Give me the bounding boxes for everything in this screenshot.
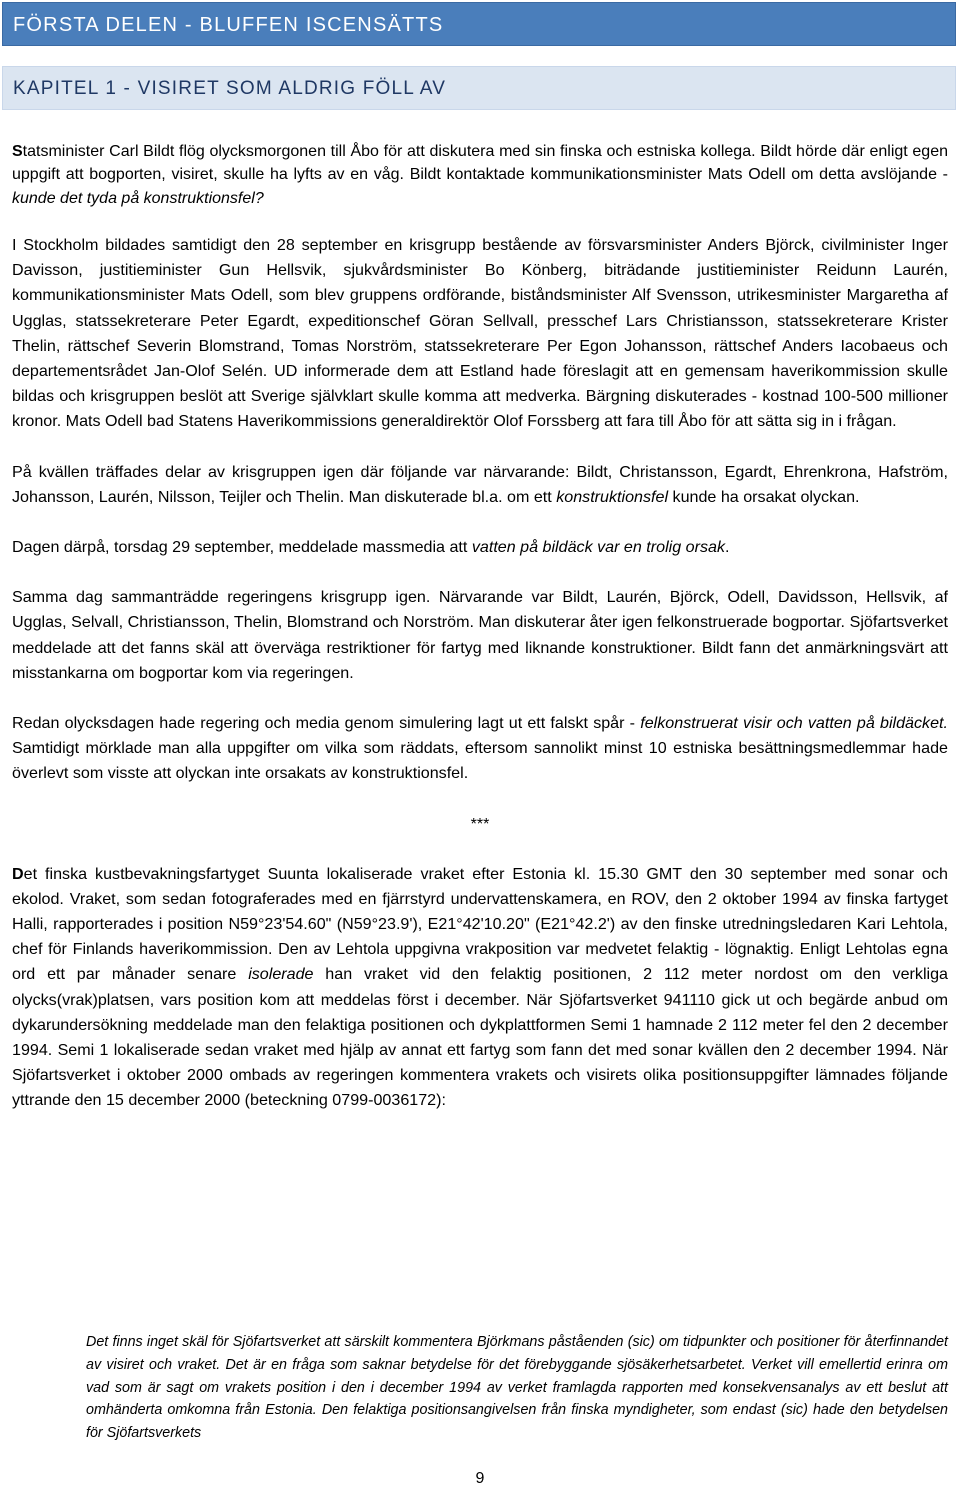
paragraph-4-emphasis: vatten på bildäck var en trolig orsak [471,537,726,556]
paragraph-1-text: tatsminister Carl Bildt flög olycksmorgonen till Åbo för att diskutera med sin finska och estniska kollega. Bildt hörde där enligt egen uppgift att bogporten, visiret, skulle ha lyfts av en våg. Bildt kontaktade kommunikationsminister Mats Odell om detta avslöjande - [12,143,948,184]
paragraph-4-text: Dagen därpå, torsdag 29 september, meddelade massmedia att [12,537,472,556]
dropcap-2: D [12,864,24,883]
paragraph-3-text: På kvällen träffades delar av krisgruppen igen där följande var närvarande: Bildt, Christansson, Egardt, Ehrenkrona, Hafström, Johansson, Laurén, Nilsson, Teijler och Thelin. Man diskuterade bl.a. om ett [12,462,948,506]
dropcap: S [12,143,23,160]
paragraph-4 [12,535,948,560]
page-number: 9 [475,1470,485,1487]
paragraph-7 [12,862,948,1114]
paragraph-7-emphasis: isolerade [248,965,314,984]
paragraph-2: I Stockholm bildades samtidigt den 28 september en krisgrupp bestående av försvarsminister Anders Björck, civilminister Inger Davisson, justitieminister Gun Hellsvik, sjukvårdsminister Bo Könberg, biträdande justitieminister Reidunn Laurén, kommunikationsminister Mats Odell, som blev gruppens ordförande, biståndsminister Alf Svensson, utrikesminister Margaretha af Ugglas, statssekreterare Peter Egardt, expeditionschef Göran Sellvall, presschef Lars Christiansson, statssekreterare Krister Thelin, rättschef Severin Blomstrand, Tomas Norström, statssekreterare Per Egon Johansson, rättschef Anders Iacobaeus och departementsrådet Jan-Olof Selén. UD informerade dem att Estland hade föreslagit att en gemensam haverikommission skulle bildas och krisgruppen beslöt att Sverige självklart skulle komma att medverka. Bärgning diskuterades - kostnad 100-500 millioner kronor. Mats Odell bad Statens Haverikommissions generaldirektör Olof Forssberg att fara till Åbo för att sätta sig in i frågan. [12,235,948,431]
body-text [12,140,948,1114]
paragraph-3-after: kunde ha orsakat olyckan. [668,487,860,506]
part-title: FÖRSTA DELEN - BLUFFEN ISCENSÄTTS [2,2,956,46]
paragraph-5: Samma dag sammanträdde regeringens krisgrupp igen. Närvarande var Bildt, Laurén, Björck, Odell, Davidsson, Hellsvik, af Ugglas, Selvall, Christiansson, Thelin, Blomstrand och Norström. Man diskuterar åter igen felkonstruerade bogportar. Sjöfartsverket meddelade att det fanns skäl att överväga restriktioner för fartyg med liknande konstruktioner. Bildt fann det anmärkningsvärt att misstankarna om bogportar kom via regeringen. [12,588,948,682]
section-separator: *** [470,815,490,833]
paragraph-3 [12,460,948,510]
paragraph-6-emphasis: felkonstruerat visir och vatten på bildäcket. [640,713,948,732]
block-quote: Det finns inget skäl för Sjöfartsverket att särskilt kommentera Björkmans påståenden (sic) om tidpunkter och positioner för återfinnandet av visiret och vraket. Det är en fråga som saknar betydelse för det förebyggande sjösäkerhetsarbetet. Verket vill emellertid erinra om vad som är sagt om vrakets position i den i december 1994 av verket framlagda rapporten med konsekvensanalys av ett beslut att omhänderta omkomna från Estonia. Den felaktiga positionsangivelsen från finska myndigheter, som endast (sic) hade den betydelsen för Sjöfartsverkets [86,1334,948,1442]
paragraph-6 [12,711,948,787]
paragraph-7-text: et finska kustbevakningsfartyget Suunta lokaliserade vraket efter Estonia kl. 15.30 GMT den 30 september med sonar och ekolod. Vraket, som sedan fotograferades med en fjärrstyrd undervattenskamera, en ROV, den 2 oktober 1994 av finska fartyget Halli, rapporterades i position N59°23'54.60" (N59°23.9'), E21°42'10.20" (E21°42.2') av den finske utredningsledaren Kari Lehtola, chef för Finlands haverikommission. Den av Lehtola uppgivna vrakposition var medvetet felaktig - lögnaktig. Enligt Lehtolas egna ord ett par månader senare [12,864,948,984]
paragraph-4-after: . [725,537,730,556]
paragraph-1 [12,140,948,210]
paragraph-6-after: Samtidigt mörklade man alla uppgifter om vilka som räddats, eftersom sannolikt minst 10 estniska besättningsmedlemmar hade överlevt som visste att olyckan inte orsakats av konstruktionsfel. [12,739,948,783]
paragraph-1-emphasis: kunde det tyda på konstruktionsfel? [12,189,264,207]
paragraph-6-text: Redan olycksdagen hade regering och media genom simulering lagt ut ett falskt spår - [12,713,641,732]
paragraph-7-after: han vraket vid den felaktig positionen, 2 112 meter nordost om den verkliga olycks(vrak)platsen, vars position kom att meddelas först i december. När Sjöfartsverket 941110 gick ut och begärde anbud om dykarundersökning meddelade man den felaktiga positionen och dykplattformen Semi 1 hamnade 2 112 meter fel den 2 december 1994. Semi 1 lokaliserade sedan vraket med hjälp av annat ett fartyg som fann det med sonar kvällen den 2 december 1994. När Sjöfartsverket i oktober 2000 ombads av regeringen kommentera vrakets och visirets olika positionsuppgifter lämnades följande yttrande den 15 december 2000 (beteckning 0799-0036172): [12,965,949,1110]
paragraph-3-emphasis: konstruktionsfel [556,487,669,506]
chapter-title: KAPITEL 1 - VISIRET SOM ALDRIG FÖLL AV [2,66,956,110]
